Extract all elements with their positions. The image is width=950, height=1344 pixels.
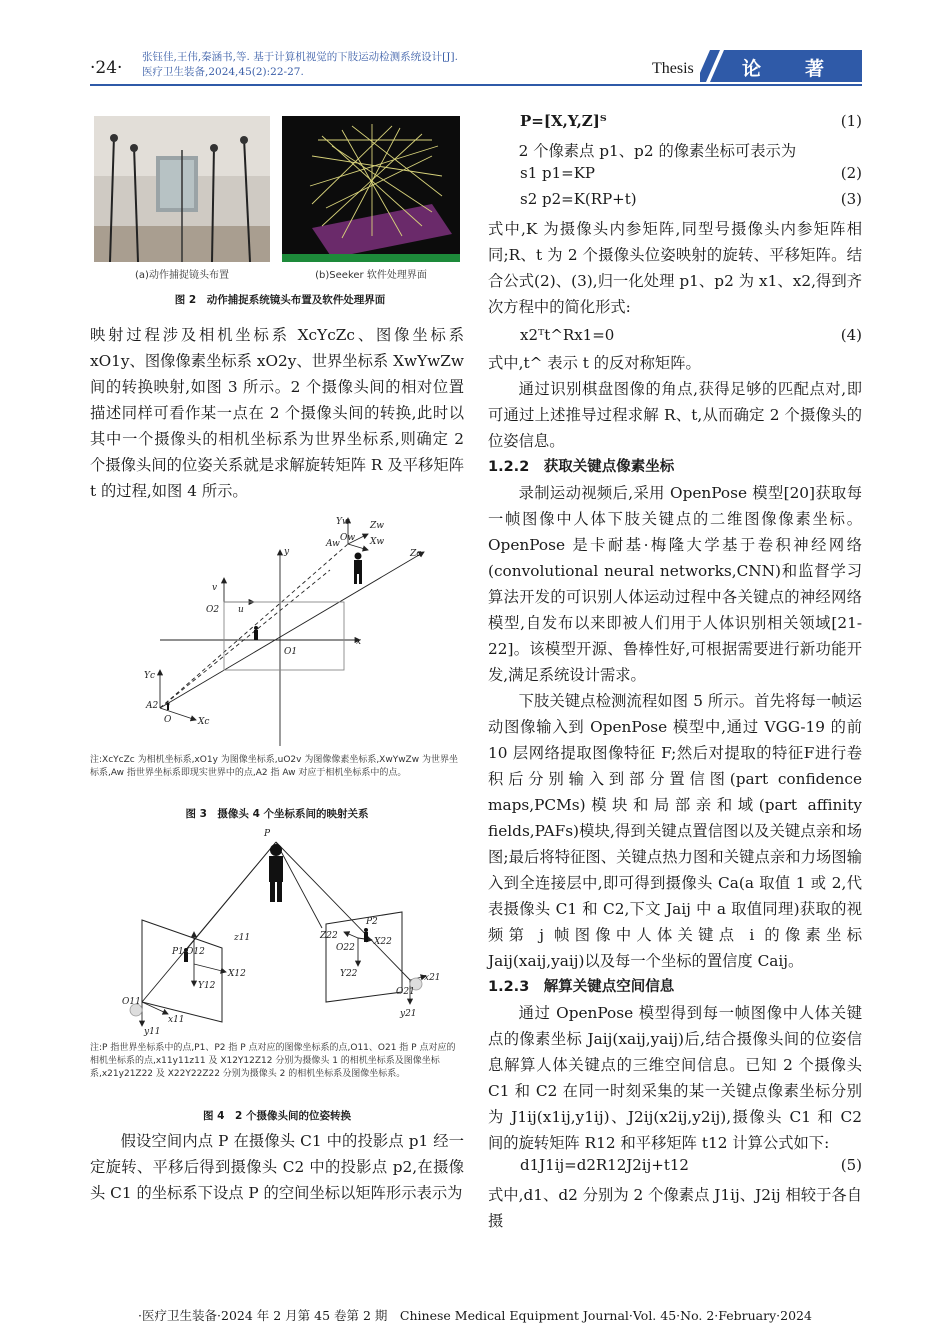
label-zc: Zc	[410, 549, 422, 559]
label-yc: Yc	[144, 671, 155, 681]
person-icon-p2	[364, 928, 368, 942]
label-a2: A2	[146, 701, 159, 711]
equation-2-number: (2)	[840, 164, 862, 182]
label-o1: O1	[284, 647, 298, 657]
figure-2b-caption: (b)Seeker 软件处理界面	[315, 270, 427, 281]
label-z11: z11	[234, 933, 251, 943]
person-icon-p	[269, 844, 283, 902]
paragraph-coordinate-mapping: 映射过程涉及相机坐标系 XcYcZc、图像坐标系 xO1y、图像像素坐标系 xO2y、世界坐标系 XwYwZw 间的转换映射,如图 3 所示。2 个摄像头间的相对位置描述同样可看作某一点在 2 个摄像头间的转换,此时以其中一个摄像头的相机坐标系为世界坐标系,则确定 2 个摄像头间的位姿关系就是求解旋转矩阵 R 及平移矩阵 t 的过程,如图 4 所示。	[90, 326, 464, 500]
section-1-2-3-heading: 1.2.3 解算关键点空间信息	[488, 979, 675, 995]
label-yw: Yw	[336, 517, 350, 527]
paragraph-chessboard: 通过识别棋盘图像的角点,获得足够的匹配点对,即可通过上述推导过程求解 R、t,从而确定 2 个摄像头的位姿信息。	[488, 380, 862, 450]
label-o12: O12	[186, 947, 205, 957]
label-x22: X22	[374, 937, 392, 947]
figure-4-note: 注:P 指世界坐标系中的点,P1、P2 指 P 点对应的图像坐标系的点,O11、O21 指 P 点对应的相机坐标系的点,x11y11z11 及 X12Y12Z12 分别为摄像头 1 的相机坐标系及图像坐标系,x21y21Z22 及 X22Y22Z22 分别为摄像头 2 的相机坐标系及图像坐标系。	[90, 1043, 456, 1079]
paragraph-intrinsic-matrix: 式中,K 为摄像头内参矩阵,同型号摄像头内参矩阵相同;R、t 为 2 个摄像头位姿映射的旋转、平移矩阵。结合公式(2)、(3),归一化处理 p1、p2 为 x1、x2,得到齐次方程中的简化形式:	[488, 220, 862, 316]
label-p: P	[264, 829, 271, 839]
paragraph-openpose-intro: 录制运动视频后,采用 OpenPose 模型[20]获取每一帧图像中人体下肢关键点的二维图像像素坐标。OpenPose 是卡耐基·梅隆大学基于卷积神经网络(convolutional neural networks,CNN)和监督学习算法开发的可识别人体运动过程中各关键点的神经网络模型,自发布以来即被人们用于人体识别相关领域[21-22]。该模型开源、鲁棒性好,可根据需要进行新功能开发,满足系统设计需求。	[488, 484, 862, 684]
label-x: x	[356, 637, 362, 647]
figure-2-caption: 图 2 动作捕捉系统镜头布置及软件处理界面	[174, 294, 386, 306]
label-p1: P1	[172, 947, 184, 957]
section-banner	[700, 50, 862, 82]
equation-5: d1J1ij=d2R12J2ij+t12	[520, 1156, 689, 1174]
equation-4-number: (4)	[840, 326, 862, 344]
label-u: u	[238, 605, 244, 615]
label-y21: y21	[400, 1009, 417, 1019]
paragraph-detection-flow: 下肢关键点检测流程如图 5 所示。首先将每一帧运动图像输入到 OpenPose 模型中,通过 VGG-19 的前 10 层网络提取图像特征 F;然后对提取的特征F进行卷积后分别输入到部分置信图(part confidence maps,PCMs)模块和局部亲和域(part affinity fields,PAFs)模块,得到关键点置信图以及关键点亲和场图;最后将特征图、关键点热力图和关键点亲和力场图输入到全连接层中,即可得到摄像头 Ca(a 取值 1 或 2,代表摄像头 C1 和 C2,下文 Jaij 中 a 取值同理)获取的视频第 j 帧图像中人体关键点 i 的像素坐标 Jaij(xaij,yaij)以及每一个坐标的置信度 Caij。	[488, 692, 862, 970]
paragraph-antisymmetric: 式中,t^ 表示 t 的反对称矩阵。	[488, 354, 701, 372]
figure-3-caption: 图 3 摄像头 4 个坐标系间的映射关系	[185, 808, 369, 820]
label-zw: Zw	[370, 521, 384, 531]
label-o11: O11	[122, 997, 141, 1007]
label-y22: Y22	[340, 969, 358, 979]
label-y: y	[284, 547, 290, 557]
equation-2: s1 p1=KP	[520, 164, 596, 182]
person-icon-camera	[167, 703, 170, 711]
label-x21: x21	[424, 973, 441, 983]
label-xc: Xc	[198, 717, 210, 727]
page-number: ·24·	[90, 58, 123, 78]
equation-1: P=[X,Y,Z]ᵀ	[520, 112, 607, 130]
paragraph-depth-definition: 式中,d1、d2 分别为 2 个像素点 J1ij、J2ij 相较于各自摄	[488, 1186, 862, 1230]
figure-2a-caption: (a)动作捕捉镜头布置	[135, 270, 229, 281]
paragraph-assume-point: 假设空间内点 P 在摄像头 C1 中的投影点 p1 经一定旋转、平移后得到摄像头 C2 中的投影点 p2,在摄像头 C1 的坐标系下设点 P 的空间坐标以矩阵形示表示为	[90, 1132, 464, 1202]
right-column	[488, 112, 862, 1234]
label-ow: Ow	[340, 533, 356, 543]
figure-2	[94, 116, 466, 316]
section-label-cn: 论 著	[742, 58, 827, 80]
figure-4	[90, 826, 464, 1126]
equation-1-number: (1)	[840, 112, 862, 130]
section-label-en: Thesis	[652, 60, 694, 77]
figure-4-caption: 图 4 2 个摄像头间的位姿转换	[203, 1110, 351, 1122]
equation-3: s2 p2=K(RP+t)	[520, 190, 637, 208]
label-xw: Xw	[370, 537, 385, 547]
equation-5-number: (5)	[840, 1156, 862, 1174]
equation-3-number: (3)	[840, 190, 862, 208]
label-aw: Aw	[326, 539, 340, 549]
citation	[142, 50, 458, 80]
label-p2: P2	[366, 917, 378, 927]
label-o22: O22	[336, 943, 355, 953]
header-rule	[90, 84, 862, 86]
label-o: O	[164, 715, 172, 725]
coordinate-mapping-diagram	[90, 508, 464, 748]
label-o2: O2	[206, 605, 220, 615]
equation-4: x2ᵀt^Rx1=0	[520, 326, 615, 344]
paragraph-pixel-coords: 2 个像素点 p1、p2 的像素坐标可表示为	[518, 142, 797, 160]
label-x11: x11	[168, 1015, 185, 1025]
pose-transformation-diagram	[90, 826, 464, 1036]
label-x12: X12	[228, 969, 246, 979]
citation-line-1: 张钰佳,王伟,秦涵书,等. 基于计算机视觉的下肢运动检测系统设计[J].	[142, 51, 458, 63]
section-1-2-2-heading: 1.2.2 获取关键点像素坐标	[488, 459, 675, 475]
label-v: v	[212, 583, 218, 593]
capture-room-photo	[94, 116, 270, 262]
figure-3-note: 注:XcYcZc 为相机坐标系,xO1y 为图像坐标系,uO2v 为图像像素坐标系,XwYwZw 为世界坐标系,Aw 指世界坐标系即现实世界中的点,A2 指 Aw 对应于相机坐标系中的点。	[90, 755, 458, 778]
figure-3	[90, 508, 464, 820]
paragraph-spatial-solve: 通过 OpenPose 模型得到每一帧图像中人体关键点的像素坐标 Jaij(xaij,yaij)后,结合摄像头间的位姿信息解算人体关键点的三维空间信息。已知 2 个摄像头 C1 和 C2 在同一时刻采集的某一关键点像素坐标分别为 J1ij(x1ij,y1ij)、J2ij(x2ij,y2ij),摄像头 C1 和 C2 间的旋转矩阵 R12 和平移矩阵 t12 计算公式如下:	[488, 1004, 862, 1152]
label-z22: Z22	[320, 931, 338, 941]
label-y11: y11	[144, 1027, 161, 1036]
page-footer: ·医疗卫生装备·2024 年 2 月第 45 卷第 2 期 Chinese Medical Equipment Journal·Vol. 45·No. 2·February·2024	[138, 1308, 812, 1323]
seeker-software-screenshot	[282, 116, 460, 262]
person-icon-image	[254, 626, 258, 640]
citation-line-2: 医疗卫生装备,2024,45(2):22-27.	[142, 66, 304, 78]
label-o21: O21	[396, 987, 415, 997]
person-icon-world	[354, 553, 362, 585]
label-y12: Y12	[198, 981, 216, 991]
